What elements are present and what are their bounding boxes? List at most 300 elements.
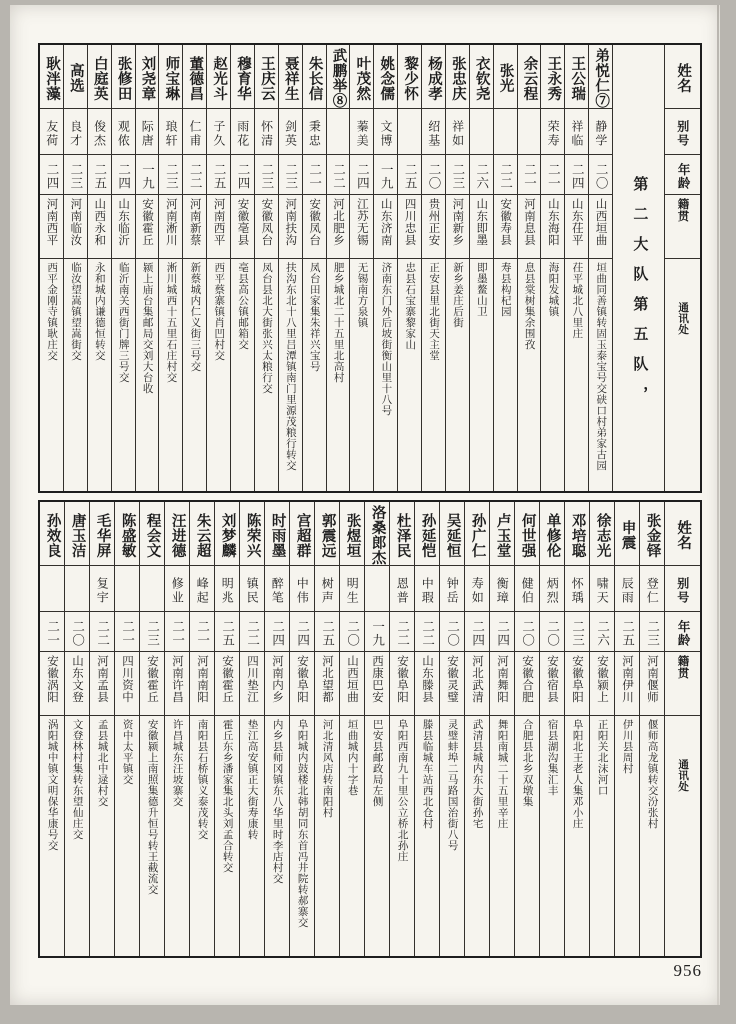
entry-alias-text: 树声 (320, 576, 335, 605)
entry-name-text: 陈盛敏 (119, 512, 136, 558)
entry-name-text: 王永秀 (545, 55, 562, 101)
entry-column (414, 502, 439, 956)
entry-alias-text: 修业 (170, 576, 185, 605)
entry-alias-text: 峰起 (195, 576, 210, 605)
entry-age-text: 二二 (245, 620, 260, 647)
entry-address (390, 716, 414, 956)
entry-address-text: 伊川县周村 (621, 719, 633, 774)
entry-alias-text: 雨花 (235, 119, 250, 148)
entry-name (565, 502, 589, 566)
entry-column (589, 502, 614, 956)
entry-name (490, 502, 514, 566)
entry-origin (518, 195, 541, 259)
entry-address (290, 716, 314, 956)
entry-address (518, 259, 541, 491)
entry-alias (303, 109, 326, 155)
entry-address (540, 716, 564, 956)
entry-alias (165, 566, 189, 612)
entry-origin-text: 安徽寿县 (499, 198, 512, 246)
entry-age-text: 二三 (570, 620, 585, 647)
entry-name-text: 耿泮藻 (44, 55, 61, 101)
entry-age-text: 二四 (116, 163, 131, 190)
entry-address-text: 永和城内谦德恒转交 (93, 262, 105, 361)
entry-age (115, 612, 139, 652)
entry-age (589, 155, 612, 195)
entry-address (490, 716, 514, 956)
section-label-text: 第二大队第五队， (631, 176, 648, 416)
entry-name (265, 502, 289, 566)
entry-address-text: 垣曲城内十字巷 (346, 719, 358, 796)
entry-address-text: 偃师高龙镇转交汾张村 (646, 719, 658, 829)
entry-alias (494, 109, 517, 155)
entry-name-text: 白庭英 (91, 55, 108, 101)
entry-origin-text: 安徽合肥 (521, 655, 534, 703)
entry-address (265, 716, 289, 956)
entry-age (541, 155, 564, 195)
entry-origin (398, 195, 421, 259)
entry-name-text: 武鹏举⑧ (330, 48, 347, 108)
entry-column (302, 45, 326, 491)
entry-column (373, 45, 397, 491)
entry-name (315, 502, 339, 566)
entry-age-text: 二一 (195, 620, 210, 647)
entry-origin (374, 195, 397, 259)
entry-column (289, 502, 314, 956)
entry-origin (541, 195, 564, 259)
entry-origin (65, 652, 89, 716)
entry-column (158, 45, 182, 491)
entry-name-text: 邓培聪 (569, 512, 586, 558)
entry-age-text: 二一 (307, 163, 322, 190)
entry-column (254, 45, 278, 491)
entry-name-text: 弟悦仁⑦ (593, 48, 610, 108)
entry-name-text: 时雨墨 (269, 512, 286, 558)
section-label (613, 45, 664, 491)
entry-address-text: 南阳县石桥镇义泰茂转交 (196, 719, 208, 840)
entry-age-text: 二三 (164, 163, 179, 190)
entry-address-text: 巴安县邮政局左侧 (371, 719, 383, 807)
entry-name-text: 师宝琳 (163, 55, 180, 101)
entry-alias (159, 109, 182, 155)
entry-name-text: 郭震远 (319, 512, 336, 558)
row-label-name (665, 45, 700, 109)
entry-age-text: 二三 (259, 163, 274, 190)
entry-address-text: 正安县里北街天主堂 (428, 262, 440, 361)
entry-origin-text: 山东滕县 (421, 655, 434, 703)
entry-age-text: 二四 (495, 620, 510, 647)
header-column (664, 502, 700, 956)
entry-address-text: 新蔡城内仁义街三号交 (189, 262, 201, 372)
entry-age-text: 二〇 (520, 620, 535, 647)
entry-origin (494, 195, 517, 259)
entry-origin (40, 652, 64, 716)
entry-address (165, 716, 189, 956)
entry-alias-text: 复宇 (95, 576, 110, 605)
entry-age-text: 二三 (145, 620, 160, 647)
entry-origin (159, 195, 182, 259)
entry-origin-text: 河北肥乡 (331, 198, 344, 246)
row-label-age (665, 155, 700, 195)
entry-address-text: 宿县湖沟集汇丰 (546, 719, 558, 796)
entry-origin (440, 652, 464, 716)
entry-name-text: 张忠庆 (449, 55, 466, 101)
entry-name (540, 502, 564, 566)
entry-age (398, 155, 421, 195)
entry-address (589, 259, 612, 491)
entry-address-text: 灵璧蚌埠二马路国治街八号 (446, 719, 458, 851)
entry-origin (515, 652, 539, 716)
entry-age-text: 二三 (645, 620, 660, 647)
entry-age (590, 612, 614, 652)
entry-column (278, 45, 302, 491)
entry-origin (640, 652, 664, 716)
entry-address-text: 淅川城西十五里石庄村交 (165, 262, 177, 383)
entry-column (364, 502, 389, 956)
entry-origin (446, 195, 469, 259)
header-column (664, 45, 700, 491)
entry-name (183, 45, 206, 109)
entry-age (190, 612, 214, 652)
entry-alias-text: 文博 (378, 119, 393, 148)
row-label-name (665, 502, 700, 566)
entry-age-text: 二〇 (70, 620, 85, 647)
entry-address-text: 息县棠树集余围孜 (523, 262, 535, 350)
entry-age-text: 二四 (470, 620, 485, 647)
entry-address (494, 259, 517, 491)
entry-origin (279, 195, 302, 259)
entry-origin-text: 安徽凤台 (260, 198, 273, 246)
entry-address (440, 716, 464, 956)
entry-age (615, 612, 639, 652)
entry-address-text: 肥乡城北二十五里北高村 (332, 262, 344, 383)
entry-address-text: 孟县城北中逯村交 (96, 719, 108, 807)
entry-alias (115, 566, 139, 612)
entry-alias (255, 109, 278, 155)
entry-name (615, 502, 639, 566)
entry-age (207, 155, 230, 195)
entry-alias (390, 566, 414, 612)
entry-age (231, 155, 254, 195)
entry-alias (90, 566, 114, 612)
entry-alias-text: 仁甫 (187, 119, 202, 148)
entry-origin (112, 195, 135, 259)
entry-name (140, 502, 164, 566)
entry-column (540, 45, 564, 491)
row-label-origin-text: 籍贯 (676, 655, 689, 679)
entry-origin-text: 安徽灵璧 (446, 655, 459, 703)
entry-alias (64, 109, 87, 155)
entry-age-text: 二二 (331, 163, 346, 190)
entry-origin-text: 安徽颍上 (596, 655, 609, 703)
entry-origin-text: 河南舞阳 (496, 655, 509, 703)
entry-alias-text: 醉笔 (270, 576, 285, 605)
entry-age (65, 612, 89, 652)
entry-origin-text: 山东文登 (71, 655, 84, 703)
entry-age-text: 二五 (92, 163, 107, 190)
entry-name (415, 502, 439, 566)
entry-age (90, 612, 114, 652)
entry-origin-text: 四川忠县 (403, 198, 416, 246)
entry-origin (315, 652, 339, 716)
entry-origin-text: 安徽阜阳 (396, 655, 409, 703)
entry-origin (290, 652, 314, 716)
entry-address (565, 716, 589, 956)
entry-origin-text: 西康巴安 (371, 655, 384, 703)
entry-name-text: 张金铎 (644, 512, 661, 558)
entry-age-text: 二〇 (445, 620, 460, 647)
entry-alias (190, 566, 214, 612)
entry-address-text: 垣曲同善镇转固玉泰宝号交硖口村弟家古园 (595, 262, 607, 471)
entry-origin (64, 195, 87, 259)
entry-alias-text: 友荷 (44, 119, 59, 148)
row-label-name-text: 姓名 (675, 63, 692, 93)
entry-age (640, 612, 664, 652)
entry-origin-text: 河北武清 (471, 655, 484, 703)
section-label-column (612, 45, 664, 491)
entry-name (422, 45, 445, 109)
entry-age (140, 612, 164, 652)
entry-alias (265, 566, 289, 612)
entry-column (230, 45, 254, 491)
entry-alias (446, 109, 469, 155)
entry-age (440, 612, 464, 652)
entry-alias (541, 109, 564, 155)
entry-name (390, 502, 414, 566)
entry-name-text: 张修田 (115, 55, 132, 101)
entry-address (515, 716, 539, 956)
entry-alias (340, 566, 364, 612)
entry-age-text: 二一 (170, 620, 185, 647)
entry-address-text: 茌平城北八里庄 (571, 262, 583, 339)
entry-name-text: 张煜垣 (344, 512, 361, 558)
entry-address (88, 259, 111, 491)
entry-address-text: 资中太平镇交 (121, 719, 133, 785)
entry-age-text: 一九 (370, 620, 385, 647)
entry-origin-text: 河南息县 (522, 198, 535, 246)
entry-age (290, 612, 314, 652)
entry-origin-text: 河南临汝 (69, 198, 82, 246)
entry-alias-text: 祥如 (450, 119, 465, 148)
entry-age (515, 612, 539, 652)
entry-address (590, 716, 614, 956)
entry-name-text: 何世强 (519, 512, 536, 558)
entry-name-text: 衣钦尧 (473, 55, 490, 101)
row-label-age (665, 612, 700, 652)
entry-alias (240, 566, 264, 612)
entry-address (446, 259, 469, 491)
entry-alias-text: 啸天 (595, 576, 610, 605)
entry-address-text: 安徽颍上南照集德升恒号转王截流交 (146, 719, 158, 895)
entry-origin-text: 山东茌平 (570, 198, 583, 246)
entry-alias-text: 荣寿 (546, 119, 561, 148)
entry-alias (290, 566, 314, 612)
entry-name-text: 陈荣兴 (244, 512, 261, 558)
entry-origin-text: 山西永和 (93, 198, 106, 246)
entry-address (215, 716, 239, 956)
entry-name (165, 502, 189, 566)
entry-address (327, 259, 350, 491)
entry-age (40, 612, 64, 652)
entry-address-text: 新乡姜庄后街 (451, 262, 463, 328)
entry-origin (165, 652, 189, 716)
entry-alias (40, 109, 63, 155)
entry-address (541, 259, 564, 491)
row-label-age-text: 年龄 (676, 620, 691, 647)
entry-name (40, 45, 63, 109)
entry-age (494, 155, 517, 195)
entry-name (365, 502, 389, 566)
entry-origin (565, 195, 588, 259)
entry-alias (422, 109, 445, 155)
entry-name-text: 叶茂然 (354, 55, 371, 101)
entry-alias-text: 健伯 (520, 576, 535, 605)
entry-name-text: 孙广仁 (469, 512, 486, 558)
entry-alias-text: 良才 (68, 119, 83, 148)
entry-origin-text: 江苏无锡 (355, 198, 368, 246)
entry-column (135, 45, 159, 491)
entry-address-text: 临汝望嵩镇望嵩街交 (69, 262, 81, 361)
entry-column (588, 45, 612, 491)
entry-age-text: 二二 (95, 620, 110, 647)
entry-age-text: 二五 (212, 163, 227, 190)
entry-column (397, 45, 421, 491)
entry-origin (90, 652, 114, 716)
entry-alias-text: 秉忠 (307, 119, 322, 148)
entry-age (470, 155, 493, 195)
entry-origin (422, 195, 445, 259)
entry-address-text: 文登林村集转东望仙庄交 (71, 719, 83, 840)
entry-age (350, 155, 373, 195)
entry-column (564, 502, 589, 956)
entry-name-text: 宫超群 (294, 512, 311, 558)
entry-name-text: 聂祥生 (282, 55, 299, 101)
entry-age (518, 155, 541, 195)
entry-alias-text: 辰雨 (620, 576, 635, 605)
entry-column (87, 45, 111, 491)
entry-column (206, 45, 230, 491)
entry-alias-text: 登仁 (645, 576, 660, 605)
entry-age (422, 155, 445, 195)
entry-name-text: 杨成孝 (426, 55, 443, 101)
entry-name-text: 穆育华 (235, 55, 252, 101)
entry-age-text: 二六 (595, 620, 610, 647)
entry-column (326, 45, 350, 491)
entry-alias (589, 109, 612, 155)
row-label-contact (665, 259, 700, 491)
entry-column (239, 502, 264, 956)
entry-name-text: 高选 (67, 63, 84, 93)
entry-column (639, 502, 664, 956)
entry-alias (374, 109, 397, 155)
entry-age-text: 二五 (220, 620, 235, 647)
entry-address-text: 凤台县北大街张兴太粮行交 (260, 262, 272, 394)
entry-origin-text: 山东即墨 (475, 198, 488, 246)
entry-column (469, 45, 493, 491)
entry-alias-text: 中瑕 (420, 576, 435, 605)
entry-column (40, 45, 63, 491)
entry-address-text: 正阳关北沫河口 (596, 719, 608, 796)
entry-origin-text: 安徽宿县 (546, 655, 559, 703)
entry-name-text: 黎少怀 (402, 55, 419, 101)
entry-address-text: 涡阳城中镇文明保华康号交 (46, 719, 58, 851)
entry-column (189, 502, 214, 956)
entry-alias (365, 566, 389, 612)
entry-origin (327, 195, 350, 259)
entry-origin-text: 山东临沂 (117, 198, 130, 246)
entry-address (340, 716, 364, 956)
entry-column (139, 502, 164, 956)
entry-alias (615, 566, 639, 612)
entry-address-text: 阜阳北王老人集邓小庄 (571, 719, 583, 829)
entry-age (565, 612, 589, 652)
entry-column (264, 502, 289, 956)
entry-age-text: 二二 (420, 620, 435, 647)
entry-age (215, 612, 239, 652)
entry-alias-text: 子久 (211, 119, 226, 148)
entry-alias (515, 566, 539, 612)
entry-column (164, 502, 189, 956)
entry-name (465, 502, 489, 566)
entry-origin (350, 195, 373, 259)
entry-age (183, 155, 206, 195)
entry-column (314, 502, 339, 956)
entry-alias (315, 566, 339, 612)
entry-address (115, 716, 139, 956)
entry-alias (65, 566, 89, 612)
entry-address-text: 扶沟东北十八里吕潭镇南门里源茂粮行转交 (284, 262, 296, 471)
entry-column (514, 502, 539, 956)
entry-alias (640, 566, 664, 612)
entry-age-text: 二一 (45, 620, 60, 647)
entry-name (565, 45, 588, 109)
entry-name-text: 毛华屏 (94, 512, 111, 558)
entry-origin (303, 195, 326, 259)
entry-age (265, 612, 289, 652)
entry-age (279, 155, 302, 195)
entry-alias-text: 观侬 (116, 119, 131, 148)
entry-age (112, 155, 135, 195)
entry-origin (231, 195, 254, 259)
entry-name-text: 吴延恒 (444, 512, 461, 558)
entry-origin-text: 四川资中 (121, 655, 134, 703)
entry-age (340, 612, 364, 652)
entry-address (65, 716, 89, 956)
entry-alias-text: 祥临 (569, 119, 584, 148)
row-label-alias-text: 别号 (675, 119, 690, 148)
entry-name-text: 董德昌 (187, 55, 204, 101)
entry-alias (136, 109, 159, 155)
entry-origin (590, 652, 614, 716)
entry-age-text: 一九 (140, 163, 155, 190)
entry-alias (490, 566, 514, 612)
entry-address-text: 海阳发城镇 (547, 262, 559, 317)
entry-origin (115, 652, 139, 716)
entry-alias (327, 109, 350, 155)
entry-age-text: 二四 (45, 163, 59, 190)
entry-age-text: 二一 (546, 163, 561, 190)
entry-name (190, 502, 214, 566)
entry-address-text: 无锡南方泉镇 (356, 262, 368, 328)
entry-age-text: 二〇 (545, 620, 560, 647)
entry-name (515, 502, 539, 566)
entry-alias (440, 566, 464, 612)
roster-band-top (38, 43, 702, 493)
entry-origin (540, 652, 564, 716)
entry-name (215, 502, 239, 566)
entry-name (255, 45, 278, 109)
entry-name (640, 502, 664, 566)
entry-alias-text: 明生 (345, 576, 360, 605)
